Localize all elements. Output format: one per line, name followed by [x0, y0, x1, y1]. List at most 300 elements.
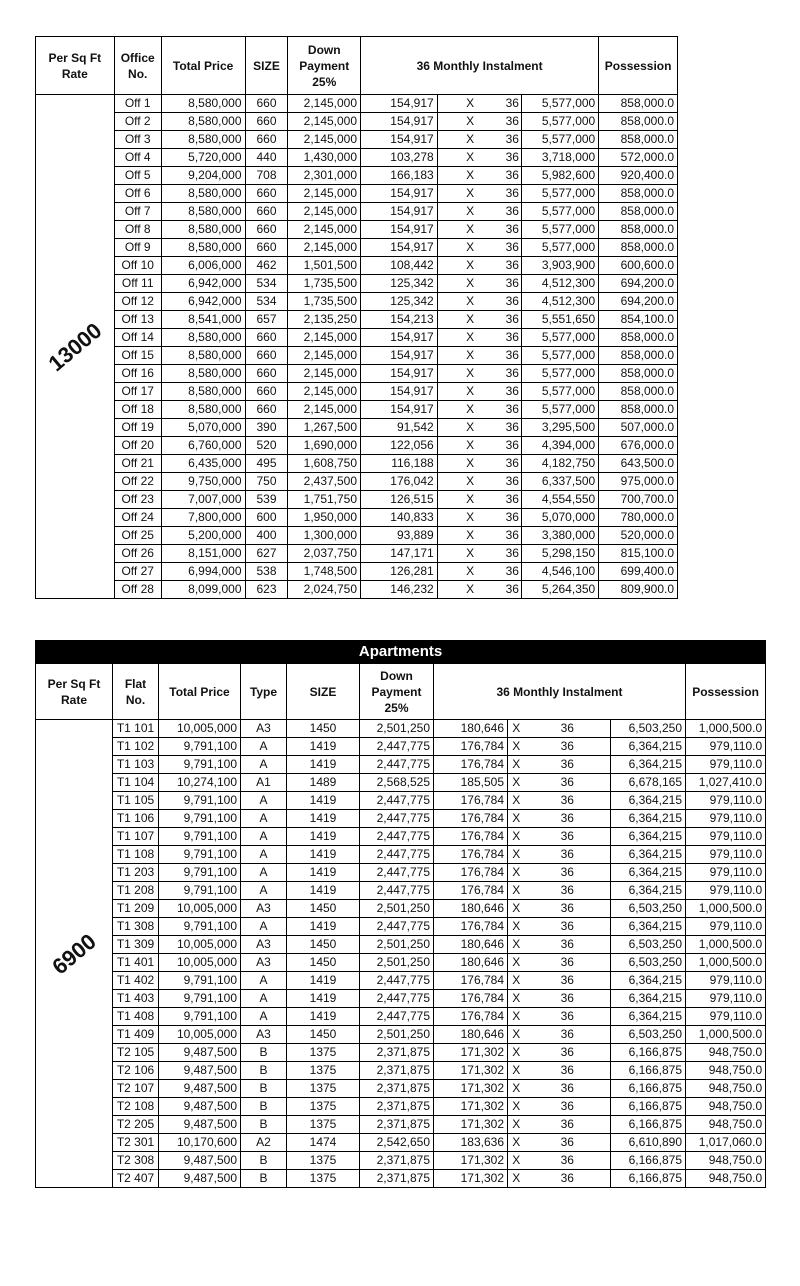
table-row: [36, 756, 766, 774]
instalment-total: 6,364,215: [611, 810, 686, 828]
size: 1419: [287, 882, 360, 900]
down-payment: 2,501,250: [360, 900, 434, 918]
possession-amount: 948,750.0: [686, 1062, 766, 1080]
times-sign: X: [508, 1152, 525, 1170]
months: 36: [503, 491, 521, 509]
down-payment: 2,447,775: [360, 756, 434, 774]
monthly-amount: 171,302: [434, 1098, 508, 1116]
possession-amount: 920,400.0: [599, 167, 678, 185]
down-payment: 1,751,750: [288, 491, 361, 509]
months: 36: [525, 846, 611, 864]
header-size: SIZE: [287, 664, 360, 720]
type: A: [241, 810, 287, 828]
months: 36: [503, 311, 521, 329]
times-sign: X: [437, 365, 502, 383]
table-row: [36, 810, 766, 828]
rate-cell: [36, 720, 113, 1188]
size: 440: [245, 149, 288, 167]
office-no: Off 16: [114, 365, 161, 383]
size: 1450: [287, 936, 360, 954]
down-payment: 2,301,000: [288, 167, 361, 185]
months: 36: [503, 239, 521, 257]
times-sign: X: [508, 972, 525, 990]
down-payment: 2,371,875: [360, 1170, 434, 1188]
possession-amount: 858,000.0: [599, 203, 678, 221]
office-no: Off 19: [114, 419, 161, 437]
type: A: [241, 792, 287, 810]
monthly-amount: 154,917: [361, 239, 438, 257]
instalment-total: 5,264,350: [521, 581, 599, 599]
flat-no: T1 103: [113, 756, 159, 774]
table-row: [36, 990, 766, 1008]
type: A: [241, 1008, 287, 1026]
total-price: 6,942,000: [161, 275, 245, 293]
down-payment: 2,145,000: [288, 95, 361, 113]
times-sign: X: [437, 419, 502, 437]
table-row: [36, 1062, 766, 1080]
down-payment: 2,447,775: [360, 846, 434, 864]
possession-amount: 1,000,500.0: [686, 954, 766, 972]
size: 538: [245, 563, 288, 581]
down-payment: 2,501,250: [360, 954, 434, 972]
down-payment: 2,447,775: [360, 990, 434, 1008]
down-payment: 2,447,775: [360, 792, 434, 810]
down-payment: 2,447,775: [360, 828, 434, 846]
size: 1375: [287, 1098, 360, 1116]
size: 1419: [287, 792, 360, 810]
monthly-amount: 171,302: [434, 1044, 508, 1062]
flat-no: T1 208: [113, 882, 159, 900]
instalment-total: 6,503,250: [611, 954, 686, 972]
size: 660: [245, 95, 288, 113]
months: 36: [503, 437, 521, 455]
times-sign: X: [508, 810, 525, 828]
header-down-payment: Down Payment 25%: [360, 664, 434, 720]
months: 36: [525, 774, 611, 792]
possession-amount: 858,000.0: [599, 239, 678, 257]
instalment-total: 6,337,500: [521, 473, 599, 491]
monthly-amount: 183,636: [434, 1134, 508, 1152]
office-no: Off 22: [114, 473, 161, 491]
total-price: 8,580,000: [161, 131, 245, 149]
office-no: Off 9: [114, 239, 161, 257]
instalment-total: 3,295,500: [521, 419, 599, 437]
type: A: [241, 972, 287, 990]
office-no: Off 10: [114, 257, 161, 275]
months: 36: [525, 1062, 611, 1080]
months: 36: [503, 221, 521, 239]
instalment-total: 6,678,165: [611, 774, 686, 792]
down-payment: 2,437,500: [288, 473, 361, 491]
rate-value: 6900: [47, 928, 101, 979]
office-no: Off 21: [114, 455, 161, 473]
down-payment: 1,950,000: [288, 509, 361, 527]
possession-amount: 979,110.0: [686, 990, 766, 1008]
total-price: 9,791,100: [159, 918, 241, 936]
apartments-price-table: [35, 640, 766, 1188]
instalment-total: 6,166,875: [611, 1062, 686, 1080]
monthly-amount: 176,784: [434, 882, 508, 900]
table-row: [36, 185, 678, 203]
down-payment: 2,145,000: [288, 383, 361, 401]
times-sign: X: [437, 347, 502, 365]
type: A2: [241, 1134, 287, 1152]
type: A1: [241, 774, 287, 792]
months: 36: [525, 720, 611, 738]
table-row: [36, 383, 678, 401]
months: 36: [525, 918, 611, 936]
times-sign: X: [437, 95, 502, 113]
monthly-amount: 154,917: [361, 131, 438, 149]
table-row: [36, 972, 766, 990]
months: 36: [503, 347, 521, 365]
size: 1419: [287, 828, 360, 846]
table-row: [36, 1116, 766, 1134]
total-price: 9,750,000: [161, 473, 245, 491]
type: B: [241, 1080, 287, 1098]
times-sign: X: [508, 1116, 525, 1134]
months: 36: [503, 95, 521, 113]
monthly-amount: 154,917: [361, 383, 438, 401]
possession-amount: 643,500.0: [599, 455, 678, 473]
monthly-amount: 154,917: [361, 113, 438, 131]
total-price: 6,942,000: [161, 293, 245, 311]
size: 660: [245, 365, 288, 383]
header-size: SIZE: [245, 37, 288, 95]
monthly-amount: 108,442: [361, 257, 438, 275]
header-type: Type: [241, 664, 287, 720]
months: 36: [525, 792, 611, 810]
instalment-total: 6,364,215: [611, 756, 686, 774]
times-sign: X: [437, 239, 502, 257]
type: A3: [241, 720, 287, 738]
size: 1375: [287, 1044, 360, 1062]
table-row: [36, 131, 678, 149]
down-payment: 2,024,750: [288, 581, 361, 599]
possession-amount: 948,750.0: [686, 1080, 766, 1098]
table-row: [36, 774, 766, 792]
office-no: Off 27: [114, 563, 161, 581]
monthly-amount: 176,042: [361, 473, 438, 491]
flat-no: T2 407: [113, 1170, 159, 1188]
size: 1419: [287, 756, 360, 774]
size: 1419: [287, 990, 360, 1008]
times-sign: X: [437, 581, 502, 599]
size: 623: [245, 581, 288, 599]
months: 36: [503, 419, 521, 437]
type: B: [241, 1044, 287, 1062]
size: 1489: [287, 774, 360, 792]
monthly-amount: 126,515: [361, 491, 438, 509]
table-row: [36, 275, 678, 293]
down-payment: 2,145,000: [288, 113, 361, 131]
flat-no: T2 106: [113, 1062, 159, 1080]
total-price: 6,435,000: [161, 455, 245, 473]
possession-amount: 572,000.0: [599, 149, 678, 167]
total-price: 9,487,500: [159, 1152, 241, 1170]
times-sign: X: [508, 774, 525, 792]
down-payment: 1,267,500: [288, 419, 361, 437]
possession-amount: 858,000.0: [599, 113, 678, 131]
times-sign: X: [508, 828, 525, 846]
down-payment: 2,135,250: [288, 311, 361, 329]
down-payment: 2,145,000: [288, 203, 361, 221]
table-row: [36, 401, 678, 419]
down-payment: 2,447,775: [360, 864, 434, 882]
down-payment: 1,300,000: [288, 527, 361, 545]
table-row: [36, 864, 766, 882]
months: 36: [503, 275, 521, 293]
header-down-payment: Down Payment 25%: [288, 37, 361, 95]
down-payment: 1,608,750: [288, 455, 361, 473]
possession-amount: 948,750.0: [686, 1116, 766, 1134]
months: 36: [525, 882, 611, 900]
possession-amount: 858,000.0: [599, 185, 678, 203]
months: 36: [525, 810, 611, 828]
possession-amount: 1,000,500.0: [686, 936, 766, 954]
down-payment: 2,447,775: [360, 882, 434, 900]
total-price: 9,791,100: [159, 738, 241, 756]
total-price: 9,487,500: [159, 1062, 241, 1080]
instalment-total: 6,364,215: [611, 864, 686, 882]
times-sign: X: [508, 954, 525, 972]
size: 1450: [287, 900, 360, 918]
office-no: Off 14: [114, 329, 161, 347]
months: 36: [525, 756, 611, 774]
type: B: [241, 1152, 287, 1170]
down-payment: 1,748,500: [288, 563, 361, 581]
type: A: [241, 918, 287, 936]
total-price: 9,204,000: [161, 167, 245, 185]
office-no: Off 12: [114, 293, 161, 311]
total-price: 5,720,000: [161, 149, 245, 167]
possession-amount: 854,100.0: [599, 311, 678, 329]
down-payment: 2,447,775: [360, 1008, 434, 1026]
total-price: 9,487,500: [159, 1116, 241, 1134]
times-sign: X: [437, 491, 502, 509]
total-price: 9,791,100: [159, 882, 241, 900]
months: 36: [503, 383, 521, 401]
monthly-amount: 116,188: [361, 455, 438, 473]
table-row: [36, 311, 678, 329]
down-payment: 2,447,775: [360, 918, 434, 936]
monthly-amount: 176,784: [434, 792, 508, 810]
instalment-total: 6,364,215: [611, 918, 686, 936]
down-payment: 2,145,000: [288, 365, 361, 383]
table-row: [36, 455, 678, 473]
down-payment: 2,371,875: [360, 1062, 434, 1080]
flat-no: T2 308: [113, 1152, 159, 1170]
times-sign: X: [508, 738, 525, 756]
possession-amount: 520,000.0: [599, 527, 678, 545]
type: A: [241, 738, 287, 756]
times-sign: X: [437, 311, 502, 329]
office-no: Off 8: [114, 221, 161, 239]
size: 660: [245, 239, 288, 257]
possession-amount: 858,000.0: [599, 401, 678, 419]
size: 1375: [287, 1080, 360, 1098]
instalment-total: 5,577,000: [521, 113, 599, 131]
down-payment: 2,447,775: [360, 738, 434, 756]
possession-amount: 948,750.0: [686, 1044, 766, 1062]
instalment-total: 5,577,000: [521, 221, 599, 239]
table-row: [36, 365, 678, 383]
type: A3: [241, 954, 287, 972]
size: 660: [245, 131, 288, 149]
months: 36: [503, 545, 521, 563]
office-no: Off 2: [114, 113, 161, 131]
instalment-total: 4,394,000: [521, 437, 599, 455]
total-price: 6,994,000: [161, 563, 245, 581]
size: 520: [245, 437, 288, 455]
table-row: [36, 1098, 766, 1116]
total-price: 8,580,000: [161, 347, 245, 365]
instalment-total: 6,610,890: [611, 1134, 686, 1152]
type: B: [241, 1062, 287, 1080]
months: 36: [503, 455, 521, 473]
flat-no: T2 107: [113, 1080, 159, 1098]
total-price: 9,791,100: [159, 810, 241, 828]
table-row: [36, 473, 678, 491]
months: 36: [503, 473, 521, 491]
instalment-total: 6,364,215: [611, 990, 686, 1008]
office-no: Off 11: [114, 275, 161, 293]
total-price: 5,200,000: [161, 527, 245, 545]
months: 36: [503, 149, 521, 167]
months: 36: [525, 972, 611, 990]
down-payment: 2,371,875: [360, 1098, 434, 1116]
times-sign: X: [437, 185, 502, 203]
times-sign: X: [508, 720, 525, 738]
office-no: Off 5: [114, 167, 161, 185]
times-sign: X: [437, 257, 502, 275]
down-payment: 2,447,775: [360, 810, 434, 828]
size: 1419: [287, 846, 360, 864]
office-no: Off 3: [114, 131, 161, 149]
total-price: 8,580,000: [161, 203, 245, 221]
possession-amount: 780,000.0: [599, 509, 678, 527]
possession-amount: 975,000.0: [599, 473, 678, 491]
total-price: 6,006,000: [161, 257, 245, 275]
total-price: 9,791,100: [159, 990, 241, 1008]
instalment-total: 3,380,000: [521, 527, 599, 545]
size: 660: [245, 113, 288, 131]
table-row: [36, 545, 678, 563]
possession-amount: 979,110.0: [686, 918, 766, 936]
down-payment: 2,145,000: [288, 185, 361, 203]
total-price: 8,580,000: [161, 383, 245, 401]
header-rate: Per Sq Ft Rate: [36, 664, 113, 720]
monthly-amount: 154,917: [361, 401, 438, 419]
monthly-amount: 91,542: [361, 419, 438, 437]
possession-amount: 1,027,410.0: [686, 774, 766, 792]
total-price: 10,005,000: [159, 1026, 241, 1044]
months: 36: [525, 1152, 611, 1170]
months: 36: [525, 1044, 611, 1062]
header-total-price: Total Price: [159, 664, 241, 720]
times-sign: X: [508, 882, 525, 900]
table-row: [36, 792, 766, 810]
type: A: [241, 990, 287, 1008]
table-row: [36, 581, 678, 599]
possession-amount: 1,000,500.0: [686, 1026, 766, 1044]
total-price: 9,487,500: [159, 1044, 241, 1062]
down-payment: 1,501,500: [288, 257, 361, 275]
table-row: [36, 293, 678, 311]
size: 1419: [287, 810, 360, 828]
total-price: 9,791,100: [159, 792, 241, 810]
instalment-total: 6,503,250: [611, 1026, 686, 1044]
flat-no: T1 102: [113, 738, 159, 756]
possession-amount: 979,110.0: [686, 972, 766, 990]
size: 1375: [287, 1170, 360, 1188]
table-row: [36, 1008, 766, 1026]
months: 36: [503, 113, 521, 131]
down-payment: 2,371,875: [360, 1116, 434, 1134]
table-row: [36, 882, 766, 900]
possession-amount: 1,000,500.0: [686, 900, 766, 918]
possession-amount: 676,000.0: [599, 437, 678, 455]
possession-amount: 858,000.0: [599, 131, 678, 149]
down-payment: 2,145,000: [288, 347, 361, 365]
table-row: [36, 936, 766, 954]
instalment-total: 5,577,000: [521, 239, 599, 257]
table-row: [36, 1152, 766, 1170]
months: 36: [525, 1170, 611, 1188]
down-payment: 2,145,000: [288, 401, 361, 419]
total-price: 9,791,100: [159, 864, 241, 882]
office-no: Off 18: [114, 401, 161, 419]
size: 657: [245, 311, 288, 329]
table-row: [36, 113, 678, 131]
table-row: [36, 1080, 766, 1098]
times-sign: X: [437, 149, 502, 167]
monthly-amount: 171,302: [434, 1116, 508, 1134]
office-no: Off 28: [114, 581, 161, 599]
type: B: [241, 1170, 287, 1188]
times-sign: X: [437, 203, 502, 221]
down-payment: 2,501,250: [360, 936, 434, 954]
size: 660: [245, 401, 288, 419]
instalment-total: 5,577,000: [521, 383, 599, 401]
type: A: [241, 756, 287, 774]
office-no: Off 13: [114, 311, 161, 329]
type: A: [241, 846, 287, 864]
times-sign: X: [508, 1098, 525, 1116]
size: 1419: [287, 918, 360, 936]
possession-amount: 948,750.0: [686, 1170, 766, 1188]
down-payment: 2,371,875: [360, 1152, 434, 1170]
possession-amount: 1,000,500.0: [686, 720, 766, 738]
flat-no: T2 301: [113, 1134, 159, 1152]
type: A3: [241, 936, 287, 954]
times-sign: X: [437, 113, 502, 131]
months: 36: [503, 365, 521, 383]
total-price: 5,070,000: [161, 419, 245, 437]
office-no: Off 15: [114, 347, 161, 365]
months: 36: [503, 401, 521, 419]
table-row: [36, 257, 678, 275]
instalment-total: 4,512,300: [521, 293, 599, 311]
offices-table-body: [36, 95, 678, 599]
times-sign: X: [508, 1080, 525, 1098]
months: 36: [503, 167, 521, 185]
table-row: [36, 1044, 766, 1062]
size: 1375: [287, 1062, 360, 1080]
times-sign: X: [508, 1062, 525, 1080]
instalment-total: 5,577,000: [521, 131, 599, 149]
size: 660: [245, 203, 288, 221]
